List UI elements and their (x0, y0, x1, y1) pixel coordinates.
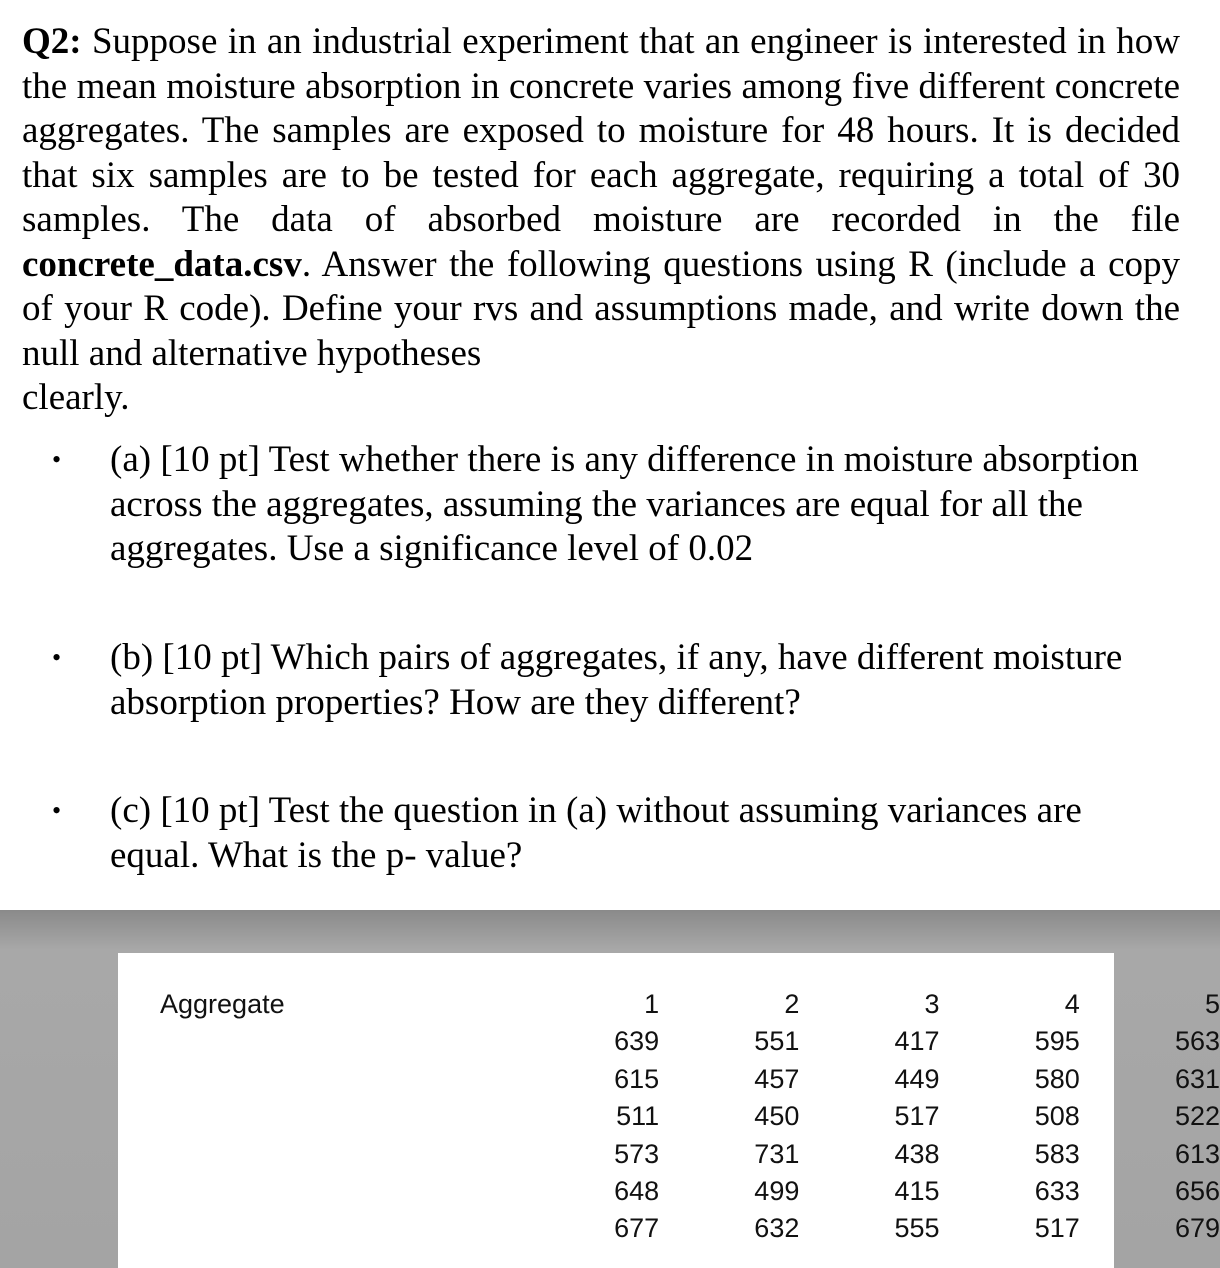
table-cell: 511 (616, 1101, 660, 1132)
table-cell: 417 (894, 1026, 940, 1057)
part-b: (b) [10 pt] Which pairs of aggregates, if any, have different moisture absorption properties? How are they different? (110, 637, 1123, 723)
column-header: 4 (1064, 989, 1080, 1019)
table-cell: 450 (754, 1101, 800, 1132)
question-text: Suppose in an industrial experiment that an engineer is interested in how the mean moisture absorption in concrete varies among five different concrete aggregates. The samples are exposed to moisture for 48 hours. It is decided that six samples are to be tested for each aggregate, requiring a total of 30 samples. The data of absorbed moisture are recorded in the file (22, 21, 1180, 240)
table-cell: 595 (1034, 1026, 1080, 1057)
column-header: 5 (1204, 989, 1220, 1019)
table-header-row (160, 986, 1220, 1023)
table-cell: 656 (1174, 1176, 1220, 1207)
table-cell: 639 (614, 1026, 660, 1057)
table-cell: 457 (754, 1063, 800, 1094)
table-cell: 633 (1034, 1176, 1080, 1207)
table-cell: 438 (894, 1138, 940, 1169)
table-cell: 632 (754, 1213, 800, 1244)
table-cell: 563 (1174, 1026, 1220, 1057)
question-number: Q2: (22, 21, 82, 62)
aggregate-data-table (160, 986, 1220, 1248)
table-cell: 415 (894, 1176, 940, 1207)
table-row (160, 1173, 1220, 1210)
table-cell: 583 (1034, 1138, 1080, 1169)
part-a: (a) [10 pt] Test whether there is any difference in moisture absorption across the aggregates, assuming the variances are equal for all the aggregates. Use a significance level of 0.02 (110, 439, 1139, 569)
table-cell: 731 (754, 1138, 800, 1169)
table-cell: 517 (1034, 1213, 1080, 1244)
table-cell: 580 (1034, 1063, 1080, 1094)
question-last-line: clearly. (22, 377, 130, 418)
question-text-continued: . Answer the following questions using R (include a copy of your R code). Define your rvs and assumptions made, and write down the null and alternative hypotheses (22, 243, 1180, 374)
column-header: 1 (644, 989, 660, 1019)
table-cell: 449 (894, 1063, 940, 1094)
bullet-b: • (52, 643, 62, 672)
question-paragraph (22, 20, 1180, 421)
table-cell: 555 (894, 1213, 940, 1244)
table-cell: 522 (1174, 1101, 1220, 1132)
table-cell: 648 (614, 1176, 660, 1207)
column-header: 2 (784, 989, 800, 1019)
bullet-c: • (52, 796, 62, 825)
bullet-a: • (52, 445, 62, 474)
table-cell: 677 (614, 1213, 660, 1244)
table-cell: 551 (754, 1026, 800, 1057)
table-cell: 499 (754, 1176, 800, 1207)
table-row (160, 1098, 1220, 1135)
table-row (160, 1023, 1220, 1060)
table-cell: 508 (1034, 1101, 1080, 1132)
column-header: 3 (924, 989, 940, 1019)
table-row (160, 1210, 1220, 1247)
table-cell: 517 (894, 1101, 940, 1132)
part-c: (c) [10 pt] Test the question in (a) without assuming variances are equal. What is the p- value? (110, 790, 1082, 876)
table-cell: 613 (1174, 1138, 1220, 1169)
row-label: Aggregate (160, 989, 285, 1019)
table-row (160, 1061, 1220, 1098)
table-cell: 631 (1174, 1063, 1220, 1094)
table-row (160, 1136, 1220, 1173)
table-cell: 679 (1174, 1213, 1220, 1244)
table-cell: 573 (614, 1138, 660, 1169)
file-name: concrete_data.csv (22, 243, 302, 285)
table-cell: 615 (614, 1063, 660, 1094)
